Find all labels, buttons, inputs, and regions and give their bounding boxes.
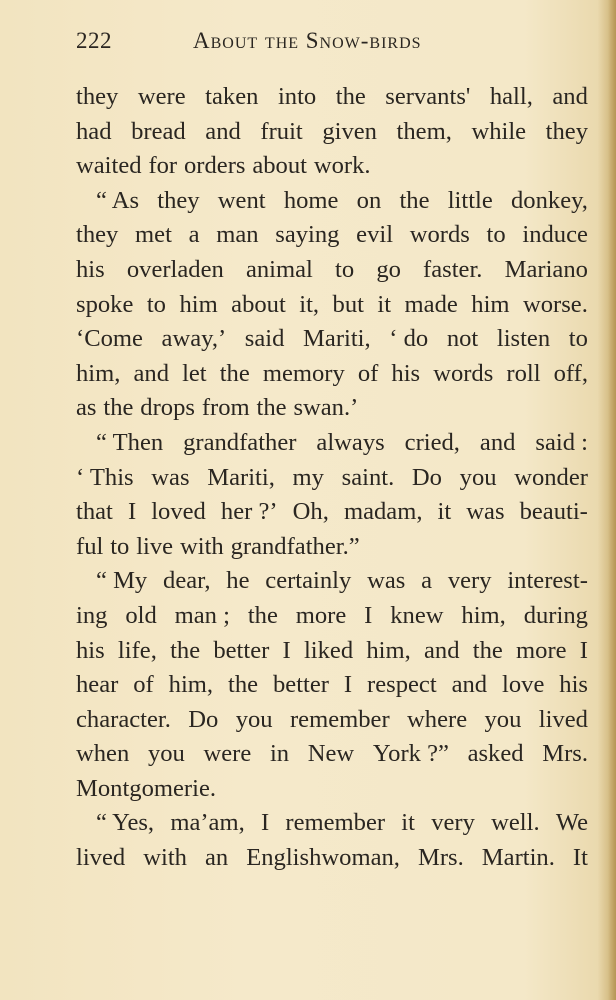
word: It: [572, 844, 588, 872]
page-edge-shadow: [608, 0, 616, 1000]
word: grandfather.”: [230, 532, 360, 560]
word: I: [579, 636, 588, 664]
word: away,’: [161, 325, 227, 353]
word: they: [76, 221, 119, 249]
word: grandfather: [183, 428, 297, 456]
word: on: [356, 186, 382, 214]
word: with: [143, 844, 187, 872]
word: not: [446, 325, 479, 353]
word: and: [479, 428, 516, 456]
word: spoke: [76, 290, 134, 318]
word: into: [277, 83, 317, 110]
word: the: [472, 636, 503, 664]
word: fruit: [260, 117, 303, 145]
word: Martin.: [481, 844, 555, 872]
text-line: [76, 772, 588, 807]
text-line: [76, 668, 588, 703]
word: that: [76, 498, 113, 526]
word: an: [204, 844, 229, 872]
word: swan.’: [293, 394, 359, 422]
text-line: [76, 806, 588, 841]
word: his: [76, 636, 105, 664]
word: my: [292, 463, 324, 491]
word: and: [451, 671, 488, 699]
word: the: [219, 359, 250, 387]
running-title: About the Snow-birds: [193, 28, 422, 53]
word: hall,: [489, 83, 533, 110]
word: him,: [168, 671, 214, 699]
word: asked: [467, 740, 524, 768]
word: her ?’: [220, 498, 278, 526]
word: to: [568, 325, 588, 353]
text-line: [76, 634, 588, 669]
word: ing: [76, 601, 108, 629]
text-line: [76, 461, 588, 496]
word: of: [133, 671, 154, 699]
word: more: [516, 636, 567, 664]
word: servants': [385, 83, 471, 110]
text-line: [76, 564, 588, 599]
word: Mrs.: [542, 740, 588, 768]
word: beauti-: [519, 498, 588, 526]
word: to: [146, 290, 166, 318]
word: and: [552, 83, 588, 110]
text-line: [76, 357, 588, 392]
word: loved: [151, 498, 206, 526]
word: was: [151, 463, 190, 491]
word: love: [502, 671, 545, 699]
word: donkey,: [511, 186, 588, 214]
word: New: [307, 740, 355, 768]
word: of: [357, 359, 379, 387]
word: in: [269, 740, 290, 768]
text-line: [76, 184, 588, 219]
word: character.: [76, 705, 171, 733]
word: for: [148, 152, 178, 180]
word: very: [431, 809, 475, 837]
word: saint.: [341, 463, 395, 491]
word: during: [523, 601, 588, 629]
word: with: [179, 532, 224, 560]
word: when: [76, 740, 130, 768]
word: roll: [506, 359, 541, 387]
word: from: [201, 394, 250, 422]
word: given: [322, 117, 377, 145]
word: his: [391, 359, 421, 387]
text-line: [76, 599, 588, 634]
word: dear,: [163, 567, 211, 595]
word: and: [133, 359, 169, 387]
word: the: [256, 394, 287, 422]
word: words: [409, 221, 470, 249]
word: they: [157, 186, 200, 214]
word: knew: [390, 601, 444, 629]
word: you: [459, 463, 497, 491]
word: the: [399, 186, 430, 214]
word: where: [407, 705, 468, 733]
word: off,: [553, 359, 588, 387]
word: “ My: [96, 567, 148, 595]
word: waited: [76, 152, 142, 180]
word: it: [437, 498, 452, 526]
word: animal: [245, 255, 313, 283]
text-line: [76, 115, 588, 150]
word: Oh,: [292, 498, 329, 526]
word: Mariti,: [207, 463, 275, 491]
word: faster.: [423, 255, 483, 283]
word: more: [295, 601, 347, 629]
word: the: [228, 671, 259, 699]
word: his: [76, 255, 105, 283]
text-line: [76, 495, 588, 530]
word: Englishwoman,: [246, 844, 400, 872]
word: man ;: [174, 601, 230, 629]
word: they: [76, 83, 119, 110]
word: Mrs.: [417, 844, 464, 872]
word: ma’am,: [170, 809, 245, 837]
word: words: [433, 359, 494, 387]
text-line: [76, 149, 588, 184]
word: better: [213, 636, 270, 664]
word: the: [103, 394, 134, 422]
word: you: [147, 740, 185, 768]
word: saying: [275, 221, 340, 249]
word: let: [182, 359, 207, 387]
text-line: [76, 841, 588, 876]
word: were: [137, 83, 186, 110]
word: were: [203, 740, 252, 768]
word: remember: [289, 705, 390, 733]
word: wonder: [514, 463, 588, 491]
text-line: [76, 391, 588, 426]
word: was: [466, 498, 505, 526]
word: but: [332, 290, 364, 318]
word: life,: [117, 636, 157, 664]
word: as: [76, 394, 97, 422]
word: live: [136, 532, 174, 560]
word: I: [282, 636, 291, 664]
text-line: [76, 288, 588, 323]
word: liked: [303, 636, 354, 664]
word: madam,: [343, 498, 423, 526]
word: Do: [188, 705, 219, 733]
word: induce: [522, 221, 588, 249]
text-line: [76, 703, 588, 738]
word: ‘Come: [76, 325, 143, 353]
word: and: [205, 117, 241, 145]
word: about: [252, 152, 307, 180]
word: a: [421, 567, 433, 595]
word: them,: [396, 117, 452, 145]
word: York ?”: [372, 740, 449, 768]
word: very: [447, 567, 492, 595]
word: I: [127, 498, 137, 526]
word: work.: [313, 152, 371, 180]
word: met: [135, 221, 172, 249]
text-line: [76, 322, 588, 357]
word: memory: [262, 359, 345, 387]
word: respect: [367, 671, 437, 699]
word: and: [424, 636, 460, 664]
text-line: [76, 218, 588, 253]
word: him,: [76, 359, 121, 387]
word: evil: [356, 221, 394, 249]
word: Mariti,: [303, 325, 371, 353]
word: better: [272, 671, 329, 699]
word: man: [216, 221, 259, 249]
word: I: [364, 601, 373, 629]
word: you: [235, 705, 273, 733]
word: ‘ do: [389, 325, 429, 353]
word: “ As: [96, 186, 140, 214]
word: listen: [496, 325, 551, 353]
word: lived: [76, 844, 126, 872]
page-number: 222: [76, 28, 112, 53]
word: hear: [76, 671, 119, 699]
word: to: [110, 532, 130, 560]
word: ‘ This: [76, 463, 134, 491]
word: it: [377, 290, 392, 318]
word: bread: [131, 117, 186, 145]
word: him: [471, 290, 510, 318]
word: worse.: [522, 290, 588, 318]
text-line: [76, 530, 588, 565]
text-line: [76, 426, 588, 461]
word: you: [484, 705, 522, 733]
word: him,: [366, 636, 411, 664]
text-line: [76, 253, 588, 288]
word: his: [559, 671, 588, 699]
word: made: [404, 290, 458, 318]
word: had: [76, 117, 112, 145]
word: about: [231, 290, 286, 318]
word: interest-: [507, 567, 588, 595]
word: was: [367, 567, 406, 595]
word: it,: [299, 290, 320, 318]
body-text: [76, 80, 588, 876]
word: well.: [491, 809, 540, 837]
word: I: [343, 671, 353, 699]
word: cried,: [404, 428, 460, 456]
word: orders: [184, 152, 246, 180]
word: We: [555, 809, 588, 837]
word: Montgomerie.: [76, 774, 217, 802]
word: “ Yes,: [96, 809, 155, 837]
word: to: [335, 255, 355, 283]
text-line: [76, 80, 588, 115]
word: Mariano: [504, 255, 588, 283]
word: home: [283, 186, 339, 214]
word: old: [125, 601, 157, 629]
word: always: [316, 428, 385, 456]
word: remember: [285, 809, 386, 837]
word: Do: [411, 463, 442, 491]
word: lived: [538, 705, 588, 733]
word: while: [471, 117, 527, 145]
word: “ Then: [96, 428, 164, 456]
word: certainly: [265, 567, 352, 595]
word: I: [260, 809, 270, 837]
text-line: [76, 737, 588, 772]
word: the: [247, 601, 278, 629]
word: said :: [535, 428, 588, 456]
word: him,: [461, 601, 506, 629]
word: they: [545, 117, 588, 145]
word: him: [179, 290, 218, 318]
word: to: [486, 221, 506, 249]
word: went: [217, 186, 266, 214]
word: ful: [76, 532, 104, 560]
page-header: [76, 28, 592, 62]
word: overladen: [126, 255, 224, 283]
word: he: [226, 567, 250, 595]
word: taken: [205, 83, 259, 110]
word: the: [170, 636, 201, 664]
word: little: [447, 186, 493, 214]
word: said: [244, 325, 285, 353]
word: go: [376, 255, 401, 283]
word: the: [335, 83, 366, 110]
word: it: [401, 809, 415, 837]
word: a: [188, 221, 200, 249]
word: drops: [140, 394, 195, 422]
